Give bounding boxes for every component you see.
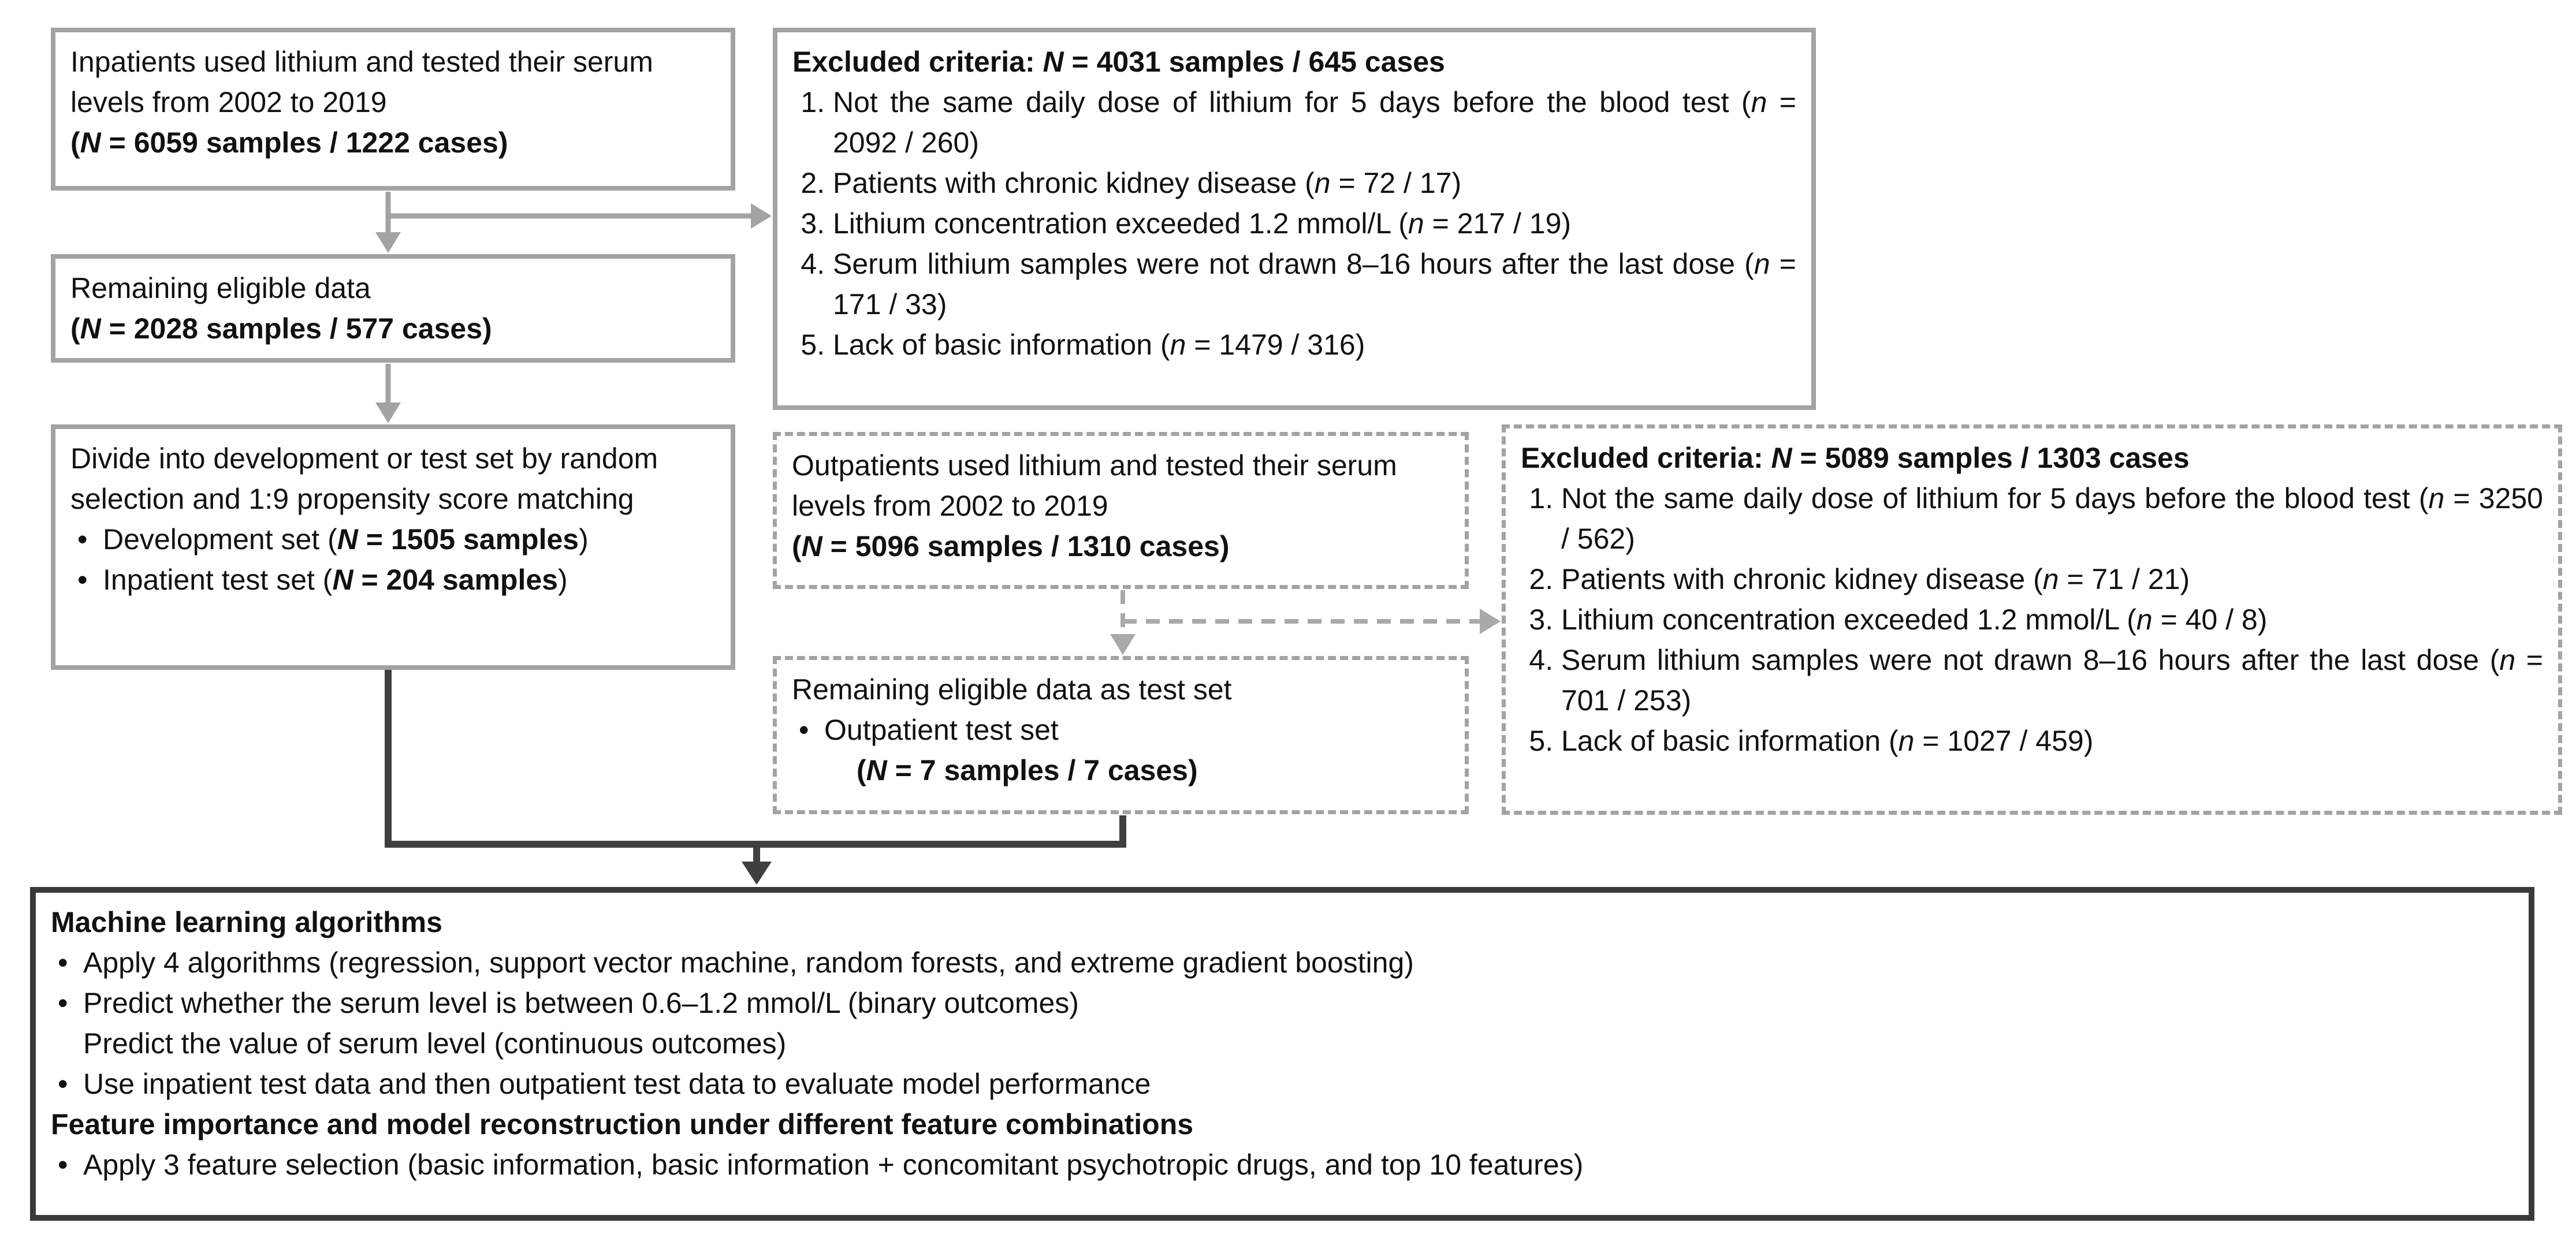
- ml-bullet: • Apply 3 feature selection (basic information, basic information + concomitant psychotropic drugs, and top 10 features): [51, 1145, 2514, 1185]
- ml-bullet: • Predict whether the serum level is between 0.6–1.2 mmol/L (binary outcomes): [51, 983, 2514, 1023]
- arrow-outpatients-to-testset: [1123, 590, 1480, 634]
- excluded-inpatient-list: [792, 82, 1796, 365]
- eligible-stat: (N = 2028 samples / 577 cases): [70, 312, 492, 345]
- ml-title-algorithms: Machine learning algorithms: [51, 906, 442, 938]
- ml-title-features: Feature importance and model reconstruction under different feature combinations: [51, 1108, 1194, 1140]
- divide-box: [51, 424, 735, 670]
- arrowhead-dark: [742, 862, 772, 885]
- excluded-outpatient-title: Excluded criteria: N = 5089 samples / 1303 cases: [1521, 442, 2190, 474]
- excluded-item: 5. Lack of basic information (n = 1479 / 316): [833, 325, 1796, 365]
- outpatients-stat: (N = 5096 samples / 1310 cases): [792, 530, 1230, 562]
- excluded-item: 1. Not the same daily dose of lithium for 5 days before the blood test (n = 2092 / 260): [833, 82, 1796, 163]
- outpatients-text: Outpatients used lithium and tested their serum levels from 2002 to 2019: [792, 449, 1397, 522]
- outpatient-test-list: [792, 710, 1450, 750]
- outpatient-test-bullet: • Outpatient test set: [792, 710, 1450, 750]
- divide-bullet: • Inpatient test set (N = 204 samples): [70, 560, 716, 600]
- divide-bullet: • Development set (N = 1505 samples): [70, 519, 716, 560]
- divide-text: Divide into development or test set by random selection and 1:9 propensity score matching: [70, 442, 658, 515]
- excluded-item: 5. Lack of basic information (n = 1027 / 459): [1561, 721, 2543, 761]
- outpatient-test-box: [773, 656, 1469, 814]
- arrowheads-dashed-gray: [1110, 609, 1501, 655]
- eligible-box: [51, 254, 735, 363]
- excluded-item: 2. Patients with chronic kidney disease (n = 71 / 21): [1561, 559, 2543, 599]
- inpatients-box: [51, 28, 735, 191]
- eligible-text: Remaining eligible data: [70, 272, 371, 304]
- ml-box: [30, 887, 2534, 1221]
- excluded-item: 4. Serum lithium samples were not drawn 8–16 hours after the last dose (n = 171 / 33): [833, 244, 1796, 325]
- excluded-item: 3. Lithium concentration exceeded 1.2 mmol/L (n = 217 / 19): [833, 203, 1796, 244]
- inpatients-stat: (N = 6059 samples / 1222 cases): [70, 126, 508, 159]
- excluded-item: 4. Serum lithium samples were not drawn 8–16 hours after the last dose (n = 701 / 253): [1561, 640, 2543, 721]
- ml-list-3: [51, 1145, 2514, 1185]
- inpatients-text: Inpatients used lithium and tested their serum levels from 2002 to 2019: [70, 46, 653, 118]
- ml-continuation: Predict the value of serum level (continuous outcomes): [83, 1027, 787, 1060]
- outpatient-test-stat: (N = 7 samples / 7 cases): [857, 754, 1198, 786]
- outpatients-box: [773, 432, 1469, 589]
- ml-list-1: [51, 942, 2514, 1023]
- outpatient-test-text: Remaining eligible data as test set: [792, 673, 1232, 706]
- excluded-item: 1. Not the same daily dose of lithium for 5 days before the blood test (n = 3250 / 562): [1561, 478, 2543, 559]
- divide-list: [70, 519, 716, 600]
- excluded-outpatient-list: [1521, 478, 2543, 761]
- excluded-inpatient-box: [773, 28, 1816, 410]
- excluded-inpatient-title: Excluded criteria: N = 4031 samples / 645 cases: [792, 46, 1445, 78]
- excluded-item: 2. Patients with chronic kidney disease (n = 72 / 17): [833, 163, 1796, 203]
- ml-bullet: • Apply 4 algorithms (regression, support vector machine, random forests, and extreme gradient boosting): [51, 942, 2514, 983]
- excluded-outpatient-box: [1502, 424, 2562, 815]
- ml-list-2: [51, 1064, 2514, 1104]
- excluded-item: 3. Lithium concentration exceeded 1.2 mmol/L (n = 40 / 8): [1561, 599, 2543, 640]
- ml-bullet: • Use inpatient test data and then outpatient test data to evaluate model performance: [51, 1064, 2514, 1104]
